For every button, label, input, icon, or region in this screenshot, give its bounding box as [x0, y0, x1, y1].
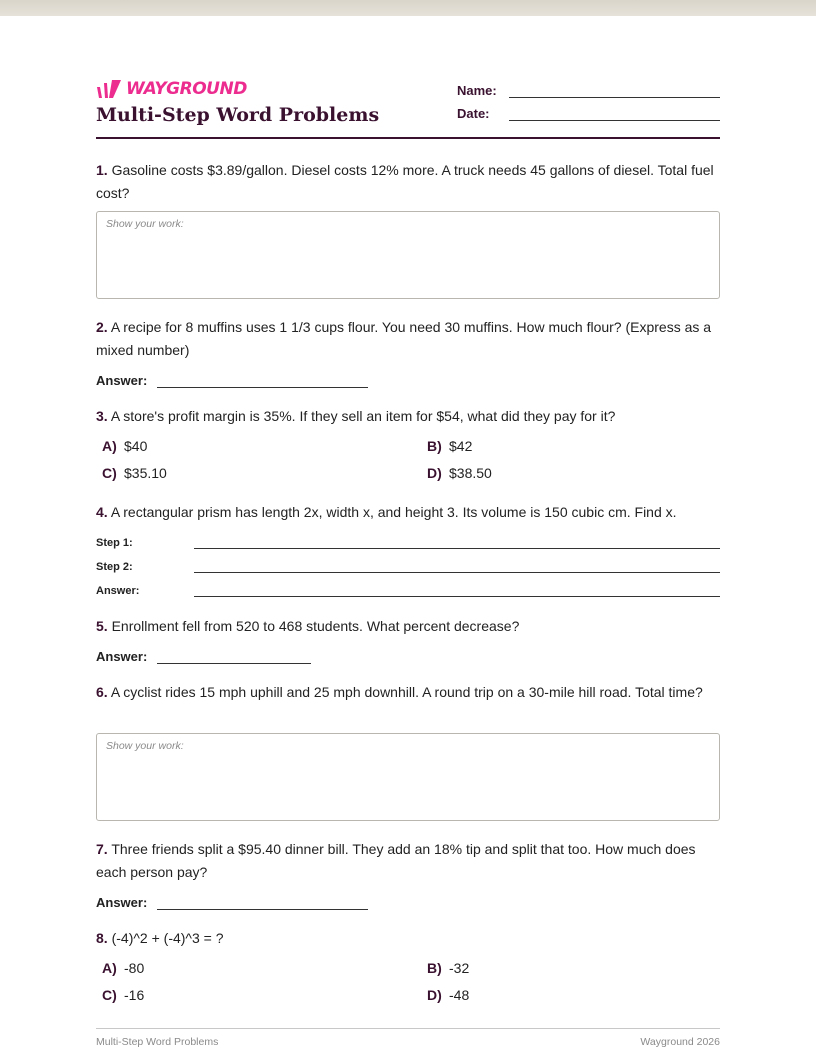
option-letter: D) — [427, 465, 442, 481]
name-label: Name: — [457, 83, 497, 98]
answer-row-7 — [96, 890, 368, 910]
footer-left: Multi-Step Word Problems — [96, 1036, 219, 1048]
option-value: $42 — [449, 438, 473, 454]
option-value: $35.10 — [124, 465, 167, 481]
question-number: 1. — [96, 162, 108, 178]
option-value: $38.50 — [449, 465, 492, 481]
header-divider — [96, 137, 720, 139]
question-number: 7. — [96, 841, 108, 857]
option-letter: D) — [427, 987, 442, 1003]
question-7 — [96, 838, 720, 884]
question-text: Gasoline costs $3.89/gallon. Diesel costs 12% more. A truck needs 45 gallons of diesel. Total fuel cost? — [96, 162, 714, 201]
option-c[interactable] — [102, 463, 167, 483]
question-number: 8. — [96, 930, 108, 946]
date-field[interactable] — [509, 106, 720, 121]
answer-label: Answer: — [96, 895, 148, 910]
option-letter: A) — [102, 960, 117, 976]
work-box-1[interactable] — [96, 211, 720, 299]
step-label: Step 2: — [96, 561, 133, 573]
option-c[interactable] — [102, 985, 144, 1005]
question-1 — [96, 159, 720, 205]
question-text: A rectangular prism has length 2x, width x, and height 3. Its volume is 150 cubic cm. Find x. — [110, 504, 677, 520]
option-b[interactable] — [427, 436, 472, 456]
option-letter: A) — [102, 438, 117, 454]
top-band — [0, 0, 816, 16]
question-8 — [96, 927, 720, 950]
option-letter: B) — [427, 960, 442, 976]
option-value: -48 — [449, 987, 470, 1003]
step-row-2 — [96, 555, 720, 573]
answer-row-2 — [96, 368, 368, 388]
option-a[interactable] — [102, 958, 144, 978]
option-b[interactable] — [427, 958, 469, 978]
work-placeholder: Show your work: — [106, 740, 184, 752]
answer-field[interactable] — [157, 649, 311, 664]
question-text: A recipe for 8 muffins uses 1 1/3 cups flour. You need 30 muffins. How much flour? (Express as a mixed number) — [96, 319, 712, 358]
question-5 — [96, 615, 720, 638]
step-field[interactable] — [194, 560, 720, 573]
wayground-logo-icon — [96, 79, 122, 99]
wayground-logo — [96, 78, 247, 100]
step-label: Step 1: — [96, 537, 133, 549]
question-number: 2. — [96, 319, 108, 335]
answer-field[interactable] — [157, 373, 368, 388]
option-value: -16 — [124, 987, 145, 1003]
question-text: A cyclist rides 15 mph uphill and 25 mph downhill. A round trip on a 30-mile hill road. Total time? — [110, 684, 703, 700]
work-placeholder: Show your work: — [106, 218, 184, 230]
question-number: 5. — [96, 618, 108, 634]
step-label: Answer: — [96, 585, 140, 597]
option-value: -32 — [449, 960, 470, 976]
option-letter: C) — [102, 987, 117, 1003]
answer-row-5 — [96, 644, 311, 664]
worksheet-header — [96, 78, 720, 140]
option-value: -80 — [124, 960, 145, 976]
option-a[interactable] — [102, 436, 147, 456]
question-number: 6. — [96, 684, 108, 700]
footer-divider — [96, 1028, 720, 1029]
step-row-1 — [96, 531, 720, 549]
logo-text: WAYGROUND — [126, 79, 247, 99]
option-value: $40 — [124, 438, 148, 454]
option-letter: C) — [102, 465, 117, 481]
question-number: 4. — [96, 504, 108, 520]
work-box-6[interactable] — [96, 733, 720, 821]
question-2 — [96, 316, 720, 362]
question-text: (-4)^2 + (-4)^3 = ? — [111, 930, 224, 946]
option-letter: B) — [427, 438, 442, 454]
step-field[interactable] — [194, 584, 720, 597]
name-field[interactable] — [509, 83, 720, 98]
page-title: Multi-Step Word Problems — [96, 104, 380, 126]
question-text: A store's profit margin is 35%. If they sell an item for $54, what did they pay for it? — [110, 408, 616, 424]
answer-label: Answer: — [96, 649, 148, 664]
step-row-answer — [96, 579, 720, 597]
question-3 — [96, 405, 720, 428]
option-d[interactable] — [427, 463, 492, 483]
step-field[interactable] — [194, 536, 720, 549]
option-d[interactable] — [427, 985, 469, 1005]
question-4 — [96, 501, 720, 524]
question-text: Three friends split a $95.40 dinner bill. They add an 18% tip and split that too. How much does each person pay? — [96, 841, 696, 880]
date-row — [457, 101, 720, 121]
date-label: Date: — [457, 106, 490, 121]
answer-field[interactable] — [157, 895, 368, 910]
question-text: Enrollment fell from 520 to 468 students. What percent decrease? — [111, 618, 520, 634]
name-row — [457, 78, 720, 98]
answer-label: Answer: — [96, 373, 148, 388]
footer-right: Wayground 2026 — [640, 1036, 720, 1048]
question-6 — [96, 681, 720, 704]
question-number: 3. — [96, 408, 108, 424]
